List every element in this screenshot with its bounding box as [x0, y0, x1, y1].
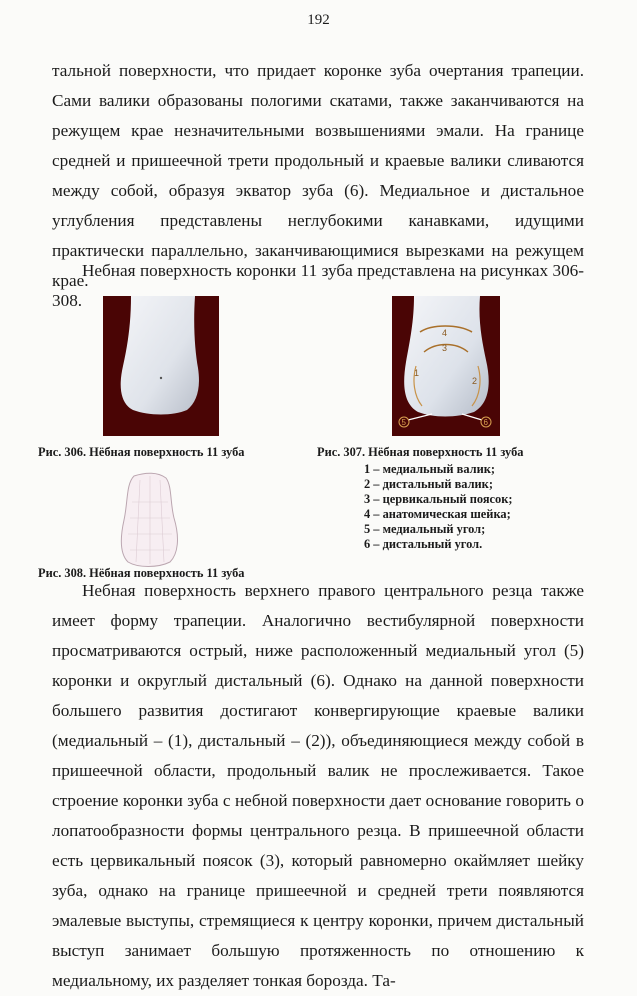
mark-4: 4 — [442, 328, 448, 338]
legend-item: 3 – цервикальный поясок; — [364, 492, 513, 506]
mark-3: 3 — [442, 343, 448, 353]
figure-308-caption: Рис. 308. Нёбная поверхность 11 зуба — [38, 566, 245, 580]
figure-306-caption: Рис. 306. Нёбная поверхность 11 зуба — [38, 445, 245, 459]
figure-307-caption: Рис. 307. Нёбная поверхность 11 зуба — [317, 445, 524, 459]
page-number: 192 — [307, 12, 330, 28]
tooth-photo-306 — [103, 296, 219, 436]
figure-307-legend — [364, 462, 513, 552]
figure-308-sketch — [112, 472, 186, 568]
mark-6: 6 — [483, 418, 488, 427]
legend-item: 1 – медиальный валик; — [364, 462, 495, 476]
figure-306-photo — [103, 296, 219, 436]
legend-item: 5 – медиальный угол; — [364, 522, 486, 536]
legend-item: 4 – анатомическая шейка; — [364, 507, 511, 521]
paragraph-palatal-description: Небная поверхность верхнего правого центрального резца также имеет форму трапеции. Аналогично вестибулярной поверхности просматриваются острый, ниже расположенный медиальный угол (5) коронки и округлый дистальный (6). Однако на данной поверхности большего развития достигают конвергирующие краевые валики (медиальный – (1), дистальный – (2)), объединяющиеся между собой в пришеечной области, продольный валик не прослеживается. Такое строение коронки зуба с небной поверхности дает основание говорить о лопатообразности формы центрального резца. В пришеечной области есть цервикальный поясок (3), который равномерно окаймляет шейку зуба, однако на границе пришеечной и средней трети появляются эмалевые выступы, стремящиеся к центру коронки, причем дистальный выступ занимает большую протяженность по отношению к медиальному, их разделяет тонкая борозда. Та- — [52, 581, 584, 990]
tooth-photo-307 — [392, 296, 500, 436]
mark-2: 2 — [472, 376, 478, 386]
mark-1: 1 — [414, 368, 420, 378]
paragraph-figure-intro: Небная поверхность коронки 11 зуба представлена на рисунках 306-308. — [52, 261, 584, 310]
paragraph-continuation: тальной поверхности, что придает коронке зуба очертания трапеции. Сами валики образованы пологими скатами, также заканчиваются на режущем крае незначительными возвышениями эмали. На границе средней и пришеечной трети продольный и краевые валики сливаются между собой, образуя экватор зуба (6). Медиальное и дистальное углубления представлены неглубокими канавками, идущими практически параллельно, заканчивающимися вырезками на режущем крае. — [52, 61, 584, 290]
legend-item: 6 – дистальный угол. — [364, 537, 483, 551]
mark-5: 5 — [401, 418, 406, 427]
legend-item: 2 – дистальный валик; — [364, 477, 493, 491]
tooth-sketch-308 — [112, 472, 186, 568]
figure-307-annotated-photo — [392, 296, 500, 436]
